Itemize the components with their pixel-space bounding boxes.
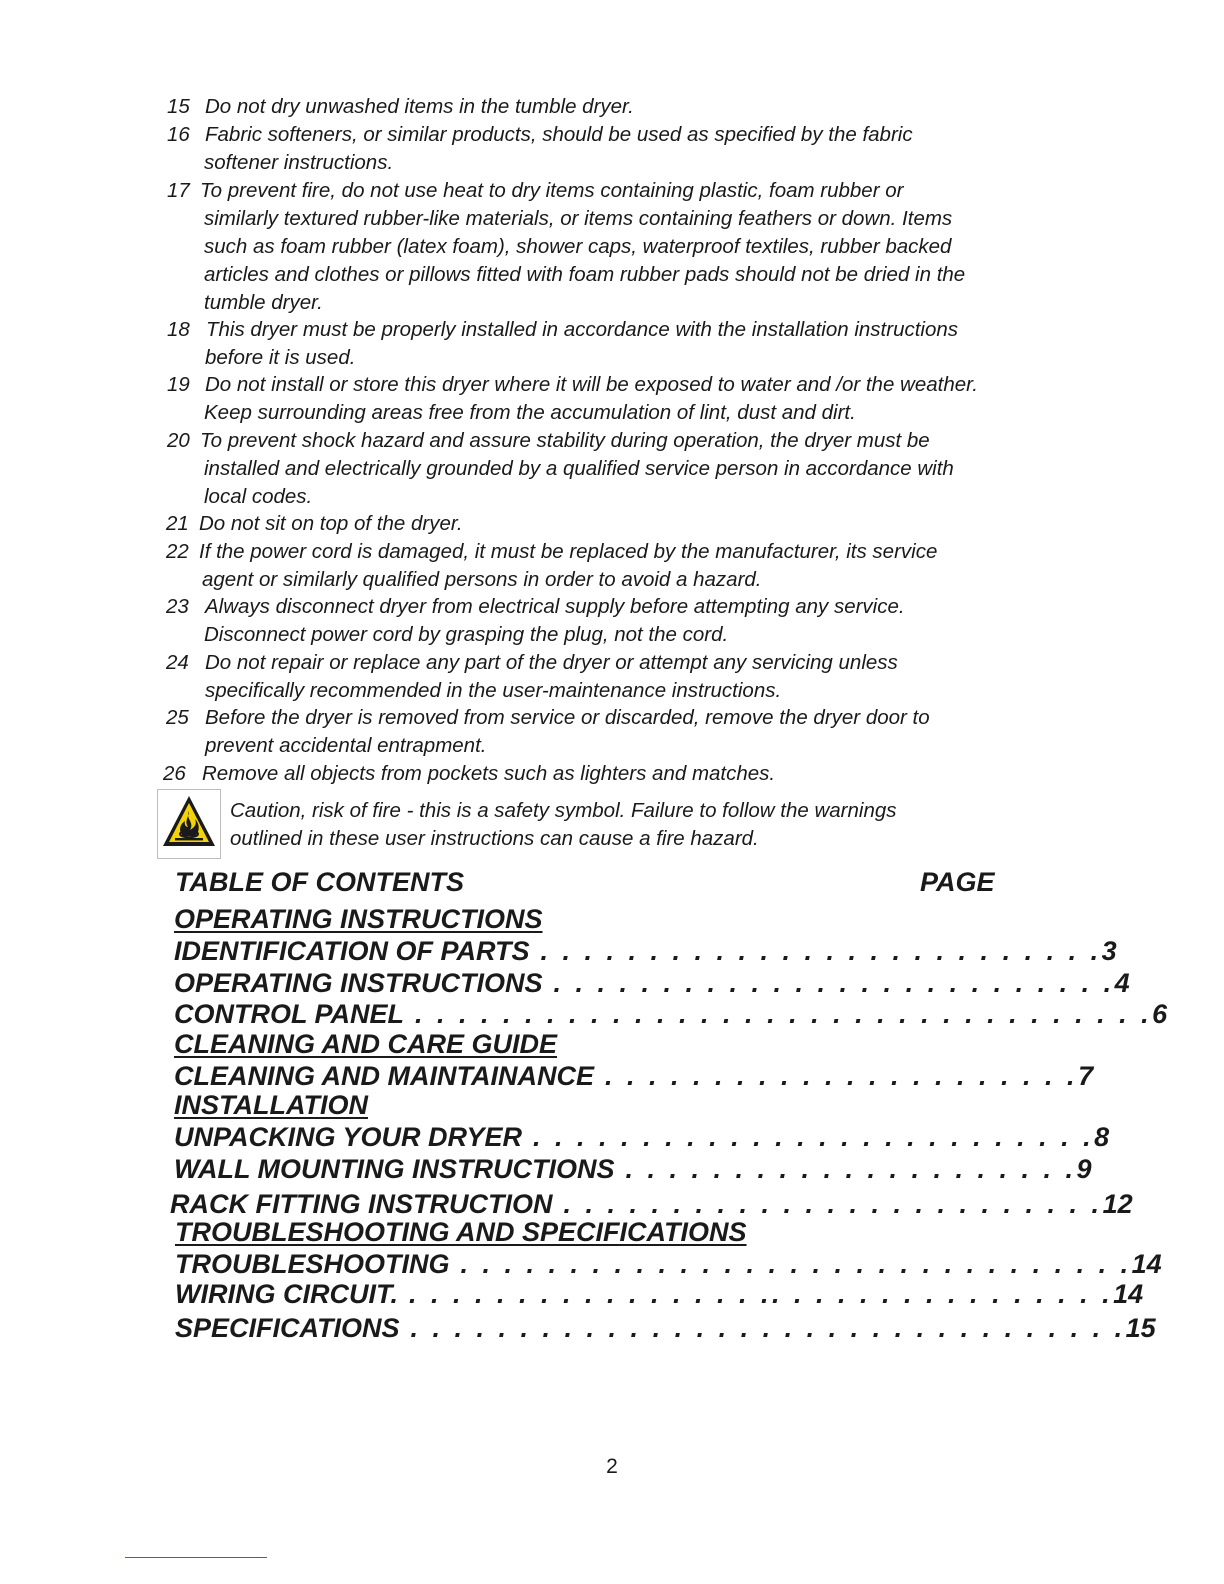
- caution-text-line: Caution, risk of fire - this is a safety symbol. Failure to follow the warnings: [230, 799, 897, 822]
- toc-entry-leader: . . . . . . . . . . . . . . . . . . . . . . . . . .: [529, 936, 1102, 966]
- toc-entry-label: IDENTIFICATION OF PARTS: [174, 936, 530, 966]
- toc-section-heading: CLEANING AND CARE GUIDE: [174, 1029, 558, 1059]
- toc-entry-leader: . . . . . . . . . . . . . . . . . . . . . . . . . . . . . . . . .: [399, 1313, 1126, 1343]
- toc-entry-leader: . . . . . . . . . . . . . . . . . . . . . . . . .: [552, 1189, 1103, 1219]
- instruction-text: To prevent shock hazard and assure stability during operation, the dryer must be: [200, 429, 930, 452]
- toc-entry-leader: . . . . . . . . . . . . . . . . .. . . . . . . . . . . . . . . .: [397, 1279, 1114, 1309]
- page-number: 2: [606, 1455, 618, 1478]
- toc-entry[interactable]: [174, 999, 1167, 1029]
- toc-entry-leader: . . . . . . . . . . . . . . . . . . . . . . . . . .: [542, 968, 1115, 998]
- instruction-number: 15: [167, 95, 190, 118]
- toc-entry[interactable]: [174, 936, 1117, 966]
- instruction-text: Before the dryer is removed from service or discarded, remove the dryer door to: [205, 706, 930, 729]
- toc-entry-label: RACK FITTING INSTRUCTION: [170, 1189, 553, 1219]
- instruction-text: Do not repair or replace any part of the dryer or attempt any servicing unless: [205, 651, 898, 674]
- instruction-text: local codes.: [204, 485, 313, 508]
- toc-entry[interactable]: [174, 968, 1130, 998]
- toc-entry[interactable]: [174, 1061, 1093, 1091]
- instruction-text: before it is used.: [205, 346, 356, 369]
- toc-entry-label: WALL MOUNTING INSTRUCTIONS: [174, 1154, 615, 1184]
- instruction-text: If the power cord is damaged, it must be replaced by the manufacturer, its service: [199, 540, 938, 563]
- instruction-text: prevent accidental entrapment.: [205, 734, 487, 757]
- toc-entry-label: CLEANING AND MAINTAINANCE: [174, 1061, 594, 1091]
- instruction-number: 19: [167, 373, 190, 396]
- toc-entry[interactable]: [175, 1279, 1143, 1309]
- toc-entry-label: UNPACKING YOUR DRYER: [174, 1122, 523, 1152]
- instruction-text: Keep surrounding areas free from the accumulation of lint, dust and dirt.: [204, 401, 856, 424]
- toc-entry-label: WIRING CIRCUIT.: [175, 1279, 398, 1309]
- toc-section-heading: OPERATING INSTRUCTIONS: [174, 904, 543, 934]
- instruction-number: 25: [166, 706, 189, 729]
- instruction-text: Fabric softeners, or similar products, should be used as specified by the fabric: [205, 123, 913, 146]
- toc-section-heading: TROUBLESHOOTING AND SPECIFICATIONS: [175, 1217, 747, 1247]
- instruction-text: Do not sit on top of the dryer.: [199, 512, 463, 535]
- toc-entry[interactable]: [174, 1154, 1092, 1184]
- toc-entry-label: TROUBLESHOOTING: [175, 1249, 450, 1279]
- toc-section-heading: INSTALLATION: [174, 1090, 368, 1120]
- instruction-text: softener instructions.: [204, 151, 394, 174]
- toc-entry[interactable]: [170, 1189, 1133, 1219]
- toc-title: TABLE OF CONTENTS: [175, 867, 464, 897]
- instruction-number: 24: [166, 651, 189, 674]
- toc-entry-page: 4: [1114, 968, 1130, 998]
- toc-entry[interactable]: [175, 1313, 1156, 1343]
- toc-entry-page: 7: [1078, 1061, 1094, 1091]
- toc-entry-label: CONTROL PANEL: [174, 999, 405, 1029]
- footer-rule: [125, 1557, 267, 1558]
- toc-entry-page: 9: [1076, 1154, 1092, 1184]
- instruction-number: 20: [167, 429, 190, 452]
- instruction-text: specifically recommended in the user-maintenance instructions.: [205, 679, 782, 702]
- instruction-number: 23: [166, 595, 189, 618]
- toc-entry-leader: . . . . . . . . . . . . . . . . . . . . . .: [593, 1061, 1079, 1091]
- instruction-text: agent or similarly qualified persons in order to avoid a hazard.: [202, 568, 762, 591]
- toc-entry-page: 15: [1125, 1313, 1156, 1343]
- toc-entry-label: SPECIFICATIONS: [175, 1313, 400, 1343]
- toc-page-label: PAGE: [920, 867, 995, 897]
- toc-entry-leader: . . . . . . . . . . . . . . . . . . . . . . . . . . . . . . .: [449, 1249, 1132, 1279]
- instruction-text: Remove all objects from pockets such as lighters and matches.: [202, 762, 776, 785]
- toc-entry-leader: . . . . . . . . . . . . . . . . . . . . . . . . . .: [522, 1122, 1095, 1152]
- instruction-text: To prevent fire, do not use heat to dry items containing plastic, foam rubber or: [200, 179, 904, 202]
- toc-entry-page: 14: [1131, 1249, 1162, 1279]
- instruction-text: Do not install or store this dryer where it will be exposed to water and /or the weather.: [205, 373, 978, 396]
- instruction-text: articles and clothes or pillows fitted with foam rubber pads should not be dried in the: [204, 263, 966, 286]
- toc-entry-page: 14: [1113, 1279, 1144, 1309]
- instruction-text: such as foam rubber (latex foam), shower caps, waterproof textiles, rubber backed: [204, 235, 952, 258]
- toc-entry-leader: . . . . . . . . . . . . . . . . . . . . .: [614, 1154, 1077, 1184]
- toc-entry-page: 12: [1102, 1189, 1133, 1219]
- toc-entry-page: 3: [1101, 936, 1117, 966]
- toc-entry-leader: . . . . . . . . . . . . . . . . . . . . . . . . . . . . . . . . . .: [404, 999, 1153, 1029]
- instruction-number: 26: [163, 762, 186, 785]
- instruction-number: 17: [167, 179, 190, 202]
- instruction-number: 21: [166, 512, 189, 535]
- instruction-number: 16: [167, 123, 190, 146]
- toc-entry[interactable]: [174, 1122, 1109, 1152]
- instruction-text: similarly textured rubber-like materials, or items containing feathers or down. Items: [204, 207, 953, 230]
- toc-entry-label: OPERATING INSTRUCTIONS: [174, 968, 543, 998]
- instruction-text: Disconnect power cord by grasping the plug, not the cord.: [204, 623, 729, 646]
- instruction-number: 18: [167, 318, 190, 341]
- instruction-number: 22: [166, 540, 189, 563]
- instruction-text: Do not dry unwashed items in the tumble dryer.: [205, 95, 634, 118]
- instruction-text: Always disconnect dryer from electrical supply before attempting any service.: [205, 595, 905, 618]
- instruction-text: tumble dryer.: [204, 291, 323, 314]
- toc-entry[interactable]: [175, 1249, 1162, 1279]
- instruction-text: This dryer must be properly installed in accordance with the installation instructions: [206, 318, 959, 341]
- toc-entry-page: 6: [1152, 999, 1168, 1029]
- instruction-text: installed and electrically grounded by a qualified service person in accordance with: [204, 457, 954, 480]
- caution-text-line: outlined in these user instructions can cause a fire hazard.: [230, 827, 759, 850]
- toc-entry-page: 8: [1094, 1122, 1110, 1152]
